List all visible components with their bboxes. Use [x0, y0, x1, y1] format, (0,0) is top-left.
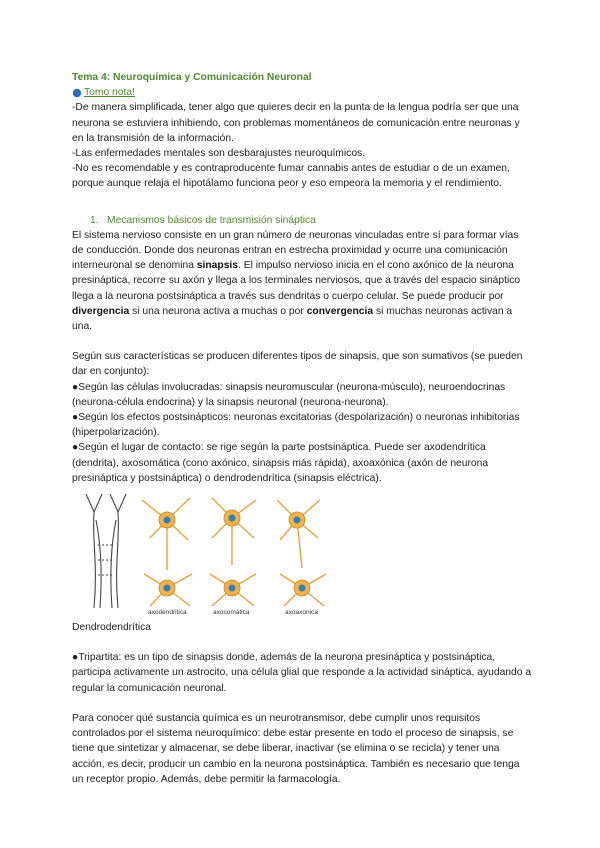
bullet-item: ●Según los efectos postsinápticos: neuronas excitatorias (despolarización) o neuronas inhibitorias (hiperpolarización).: [72, 412, 520, 439]
section-heading: [90, 213, 532, 228]
note-callout[interactable]: [72, 85, 532, 100]
document-content: [72, 70, 532, 787]
spacer: [72, 696, 532, 711]
neuron-nuclei: [164, 515, 306, 592]
figure-label-axoaxonic: axoaxonica: [285, 609, 318, 617]
pin-icon: [72, 88, 82, 98]
neuron-bodies: [159, 510, 310, 596]
intro-line-2: -Las enfermedades mentales son desbarajustes neuroquímicos.: [72, 148, 366, 160]
spacer: [72, 635, 532, 650]
spacer: [72, 192, 532, 207]
intro-line-1: -De manera simplificada, tener algo que quieres decir en la punta de la lengua podría ser que una neurona se estuviera inhibiendo, con problemas momentáneos de comunicación entre neuronas y en la transmisión de la información.: [72, 102, 520, 144]
page-title: Tema 4: Neuroquímica y Comunicación Neuronal: [72, 72, 312, 83]
text-run: El sistema nervioso consiste en un gran número de neuronas vinculadas entre sí para formar vías de conducción. Donde dos neuronas entran en estrecha proximidad y ocurre una comunicación interneuronal se denomina: [72, 229, 519, 272]
spacer: [72, 334, 532, 349]
bullet-item: ●Según las células involucradas: sinapsis neuromuscular (neurona-músculo), neuroendocrinas (neurona-célula endocrina) y la sinapsis neuronal (neurona-neurona).: [72, 381, 506, 408]
term-sinapsis: sinapsis: [196, 260, 239, 272]
section-paragraph-1: [72, 228, 532, 334]
synapse-illustration: [72, 490, 532, 616]
final-paragraph: Para conocer qué sustancia química es un neurotransmisor, debe cumplir unos requisitos controlados por el sistema neuroquímico: debe estar presente en todo el proceso de sinapsis, se tiene que sintetizar y almacenar, se debe liberar, inactivar (se elimina o se recicla) y tener una acción, es decir, producir un cambio en la neurona postsináptica. También es necesario que tenga un receptor propio. Además, debe permitir la farmacología.: [72, 712, 520, 785]
term-convergencia: convergencia: [306, 305, 374, 317]
text-run: si muchas neuronas activan a una.: [72, 305, 513, 333]
bullet-item: ●Según el lugar de contacto: se rige según la parte postsináptica. Puede ser axodendrítica (dendrita), axosomática (cono axónico, sinapsis más rápida), axoaxónica (axón de neurona presináptica y postsináptica) o dendrodendrítica (sinapsis eléctrica).: [72, 442, 489, 484]
section-number: 1.: [90, 214, 99, 226]
figure-label-axodendritic: axodendritica: [148, 609, 187, 617]
term-divergencia: divergencia: [72, 305, 130, 317]
synapse-figure: [72, 490, 532, 616]
figure-caption: Dendrodendrítica: [72, 622, 151, 634]
text-run: si una neurona activa a muchas o por: [129, 305, 307, 317]
section-paragraph-2: Según sus características se producen diferentes tipos de sinapsis, que son sumativos (se pueden dar en conjunto):: [72, 351, 523, 378]
figure-label-axosomatic: axosomatica: [213, 609, 250, 617]
dendrodendritic-sketch: [86, 494, 126, 608]
bullet-tripartita: ●Tripartita: es un tipo de sinapsis donde, además de la neurona presináptica y postsináptica, participa activamente un astrocito, una célula glial que responde a la actividad sináptica, ayudando a regular la comunicación neuronal.: [72, 652, 532, 694]
note-label[interactable]: Tomo nota!: [84, 87, 135, 99]
intro-line-3: -No es recomendable y es contraproducente fumar cannabis antes de estudiar o de un examen, porque aunque relaja el hipotálamo funciona peor y eso empeora la memoria y el rendimiento.: [72, 163, 510, 190]
section-title: Mecanismos básicos de transmisión sináptica: [107, 214, 316, 226]
text-run: . El impulso nervioso inicia en el cono axónico de la neurona presináptica, recorre su axón y llega a los terminales nerviosos, que a través del espacio sináptico llega a la neurona postsináptica a través sus dendritas o cuerpo celular. Se puede producir por: [72, 260, 521, 302]
